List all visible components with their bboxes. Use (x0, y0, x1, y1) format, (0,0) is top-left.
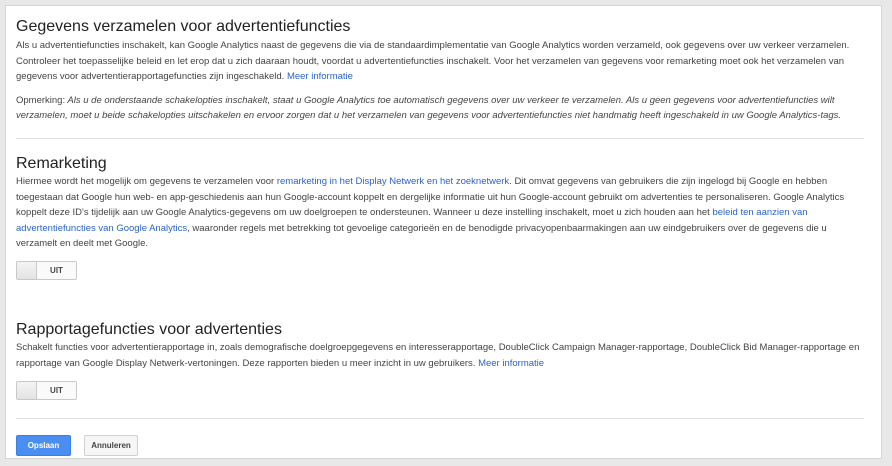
note-text: Als u de onderstaande schakelopties inschakelt, staat u Google Analytics toe automatisch gegevens over uw verkeer te verzamelen. Als u geen gegevens voor advertentiefuncties wilt verzamelen, moet u beide schakelopties uitschakelen en ervoor zorgen dat u het verzamelen van gegevens voor advertentiefuncties niet handmatig heeft ingeschakeld in uw Google Analytics-tags. (16, 94, 842, 122)
actions-divider (16, 418, 864, 419)
toggle-knob (17, 382, 37, 399)
toggle-knob (17, 262, 37, 279)
ad-features-title: Gegevens verzamelen voor advertentiefuncties (16, 18, 351, 35)
section-divider (16, 138, 864, 139)
ad-features-body: Als u advertentiefuncties inschakelt, kan Google Analytics naast de gegevens die via de standaardimplementatie van Google Analytics worden verzameld, ook gegevens over uw verkeer verzamelen. Controleer het toepasselijke beleid en let erop dat u zich daaraan houdt, voordat u advertentiefuncties inschakelt. Voor het verzamelen van gegevens voor remarketing moet ook het verzamelen van gegevens voor advertentierapportagefuncties zijn ingeschakeld. (16, 40, 850, 83)
save-button[interactable]: Opslaan (16, 435, 71, 456)
remarketing-description (16, 174, 864, 252)
reporting-toggle[interactable] (16, 381, 77, 400)
remarketing-text-2: . Dit omvat gegevens van gebruikers die zijn ingelogd bij Google en hebben toegestaan dat Google hun web- en app-geschiedenis aan hun Google-account koppelt en dergelijke informatie uit hun Google-account gebruikt om advertenties te personaliseren. Google Analytics koppelt deze ID's tijdelijk aan uw Google Analytics-gegevens om uw doelgroepen te ondersteunen. Wanneer u deze instelling inschakelt, moet u zich houden aan het (16, 175, 845, 219)
settings-panel (5, 5, 882, 459)
ad-features-more-info-link[interactable]: Meer informatie (286, 71, 353, 83)
reporting-body: Schakelt functies voor advertentierapportage in, zoals demografische doelgroepgegevens en interesserapportage, DoubleClick Campaign Manager-rapportage, DoubleClick Bid Manager-rapportage en rapportage van Google Display Netwerk-vertoningen. Deze rapporten bieden u meer inzicht in uw gebruikers. (16, 341, 860, 369)
form-actions (16, 435, 864, 456)
remarketing-text-3: , waaronder regels met betrekking tot gevoelige categorieën en de benodigde privacyopenbaarmakingen aan uw eindgebruikers over de gegevens die u verzamelt en deelt met Google. (16, 222, 827, 250)
reporting-description (16, 340, 864, 371)
ad-features-section (16, 17, 864, 124)
reporting-title: Rapportagefuncties voor advertenties (16, 320, 282, 338)
remarketing-text-1: Hiermee wordt het mogelijk om gegevens te verzamelen voor (16, 175, 275, 187)
remarketing-toggle[interactable] (16, 261, 77, 280)
reporting-section (16, 320, 864, 404)
note-label: Opmerking: (16, 94, 66, 106)
toggle-state-label: UIT (50, 386, 63, 396)
settings-content (16, 17, 864, 456)
ad-features-policy-link[interactable]: beleid ten aanzien van advertentiefuncties van Google Analytics (16, 207, 808, 234)
remarketing-network-link[interactable]: remarketing in het Display Netwerk en het zoeknetwerk (276, 175, 510, 187)
ad-features-note (16, 93, 864, 124)
cancel-button[interactable]: Annuleren (84, 435, 138, 456)
ad-features-description (16, 38, 864, 85)
remarketing-title: Remarketing (16, 154, 107, 172)
remarketing-section (16, 154, 864, 284)
toggle-state-label: UIT (50, 265, 63, 275)
reporting-more-info-link[interactable]: Meer informatie (478, 357, 545, 369)
